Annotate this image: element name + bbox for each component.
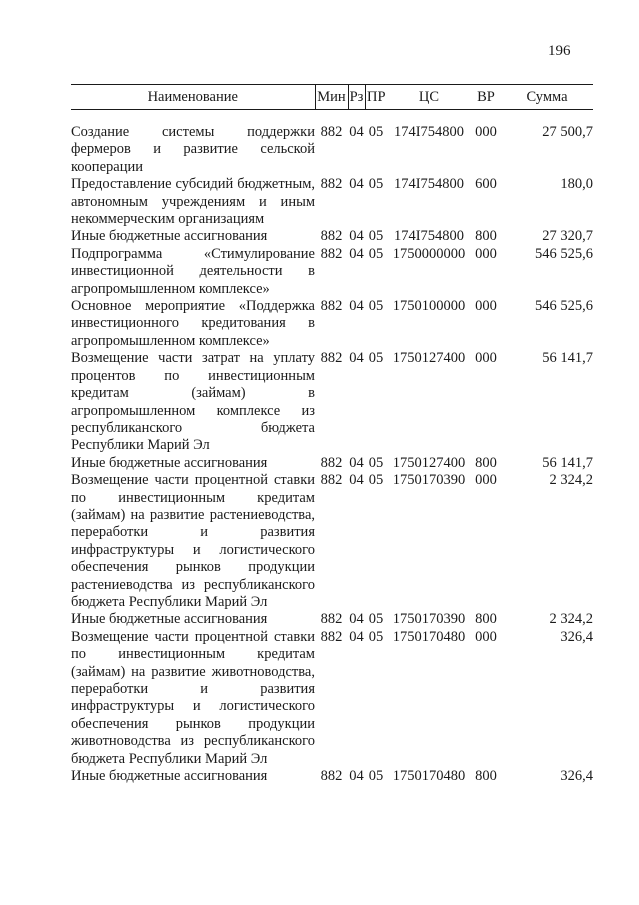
- table-row: [71, 228, 593, 245]
- header-name: Наименование: [71, 85, 315, 110]
- cell-rz: 04: [349, 298, 364, 315]
- cell-cs: 1750170390: [392, 611, 466, 628]
- cell-pr: 05: [368, 628, 384, 645]
- table-row: [71, 176, 593, 228]
- budget-table: [71, 84, 593, 785]
- cell-vr: 000: [475, 350, 497, 367]
- cell-name: Подпрограмма «Стимулирование инвестиционной деятельности в агропромышленном комплексе»: [71, 245, 315, 297]
- table-row: [71, 455, 593, 472]
- cell-name: Возмещение части затрат на уплату процентов по инвестиционным кредитам (займам) в агропромышленном комплексе из республиканского бюджета Республики Марий Эл: [71, 350, 315, 454]
- cell-sum: 546 525,6: [535, 245, 593, 262]
- cell-name: Иные бюджетные ассигнования: [71, 228, 268, 245]
- cell-cs: 174I754800: [393, 124, 465, 140]
- cell-cs: 174I754800: [393, 228, 465, 245]
- table-row: [71, 611, 593, 628]
- cell-sum: 180,0: [560, 176, 593, 193]
- header-cs: ЦС: [387, 85, 471, 110]
- table-header-row: [71, 85, 593, 110]
- cell-cs: 1750170480: [392, 768, 466, 785]
- cell-min: 882: [320, 611, 343, 628]
- cell-sum: 56 141,7: [542, 350, 593, 367]
- cell-name: Иные бюджетные ассигнования: [71, 611, 268, 628]
- cell-vr: 000: [475, 628, 497, 645]
- cell-min: 882: [320, 768, 343, 785]
- cell-name: Возмещение части процентной ставки по инвестиционным кредитам (займам) на развитие животноводства, переработки и развития инфраструктуры и логистического обеспечения рынков продукции животноводства из республиканского бюджета Республики Марий Эл: [71, 628, 315, 767]
- table-row: [71, 350, 593, 454]
- cell-sum: 56 141,7: [542, 454, 593, 471]
- cell-pr: 05: [368, 611, 384, 628]
- header-pr: ПР: [365, 85, 387, 110]
- cell-rz: 04: [349, 124, 364, 140]
- cell-pr: 05: [368, 298, 384, 315]
- cell-rz: 04: [349, 176, 364, 193]
- cell-sum: 2 324,2: [549, 611, 593, 628]
- cell-min: 882: [320, 124, 343, 140]
- cell-name: Предоставление субсидий бюджетным, автономным учреждениям и иным некоммерческим организациям: [71, 176, 315, 228]
- cell-rz: 04: [349, 768, 364, 785]
- cell-rz: 04: [349, 628, 364, 645]
- cell-name: Возмещение части процентной ставки по инвестиционным кредитам (займам) на развитие растениеводства, переработки и развития инфраструктуры и логистического обеспечения рынков продукции растениеводства из республиканского бюджета Республики Марий Эл: [71, 472, 315, 610]
- cell-sum: 326,4: [560, 628, 593, 645]
- cell-vr: 800: [475, 768, 497, 785]
- cell-name: Создание системы поддержки фермеров и развитие сельской кооперации: [71, 124, 315, 175]
- cell-min: 882: [320, 454, 343, 471]
- cell-vr: 000: [475, 472, 497, 489]
- cell-cs: 1750170480: [392, 628, 466, 645]
- cell-vr: 800: [475, 228, 497, 245]
- cell-min: 882: [320, 245, 343, 262]
- cell-min: 882: [320, 228, 343, 245]
- cell-pr: 05: [368, 245, 384, 262]
- cell-cs: 174I754800: [393, 176, 465, 193]
- cell-pr: 05: [368, 768, 384, 785]
- cell-rz: 04: [349, 350, 364, 367]
- cell-pr: 05: [368, 176, 384, 193]
- table-row: [71, 768, 593, 785]
- cell-pr: 05: [368, 228, 384, 245]
- cell-cs: 1750000000: [392, 245, 466, 262]
- table-body: [71, 110, 593, 786]
- cell-rz: 04: [349, 454, 364, 471]
- cell-min: 882: [320, 628, 343, 645]
- cell-rz: 04: [349, 472, 364, 489]
- table-row: [71, 298, 593, 350]
- cell-cs: 1750127400: [392, 350, 466, 367]
- cell-cs: 1750127400: [392, 454, 466, 471]
- cell-name: Иные бюджетные ассигнования: [71, 454, 268, 471]
- cell-rz: 04: [349, 245, 364, 262]
- cell-min: 882: [320, 350, 343, 367]
- cell-sum: 2 324,2: [549, 472, 593, 489]
- cell-sum: 326,4: [560, 768, 593, 785]
- cell-min: 882: [320, 298, 343, 315]
- cell-rz: 04: [349, 611, 364, 628]
- table-row: [71, 246, 593, 298]
- cell-rz: 04: [349, 228, 364, 245]
- cell-vr: 000: [475, 124, 497, 140]
- header-min: Мин: [315, 85, 348, 110]
- header-rz: Рз: [348, 85, 365, 110]
- table-row: [71, 629, 593, 768]
- table-row: [71, 124, 593, 176]
- cell-vr: 000: [475, 245, 497, 262]
- header-sum: Сумма: [501, 85, 593, 110]
- page-number: 196: [548, 43, 571, 59]
- cell-sum: 27 500,7: [542, 124, 593, 140]
- cell-name: Основное мероприятие «Поддержка инвестиционного кредитования в агропромышленном комплексе»: [71, 298, 315, 349]
- cell-vr: 800: [475, 611, 497, 628]
- cell-name: Иные бюджетные ассигнования: [71, 768, 268, 785]
- cell-vr: 000: [475, 298, 497, 315]
- cell-pr: 05: [368, 350, 384, 367]
- cell-cs: 1750100000: [392, 298, 466, 315]
- cell-min: 882: [320, 472, 343, 489]
- cell-vr: 600: [475, 176, 497, 193]
- cell-min: 882: [320, 176, 343, 193]
- cell-sum: 546 525,6: [535, 298, 593, 315]
- cell-cs: 1750170390: [392, 472, 466, 489]
- header-vr: ВР: [471, 85, 501, 110]
- cell-sum: 27 320,7: [542, 228, 593, 245]
- table-row: [71, 472, 593, 611]
- cell-vr: 800: [475, 454, 497, 471]
- cell-pr: 05: [368, 454, 384, 471]
- cell-pr: 05: [368, 472, 384, 489]
- cell-pr: 05: [368, 124, 384, 140]
